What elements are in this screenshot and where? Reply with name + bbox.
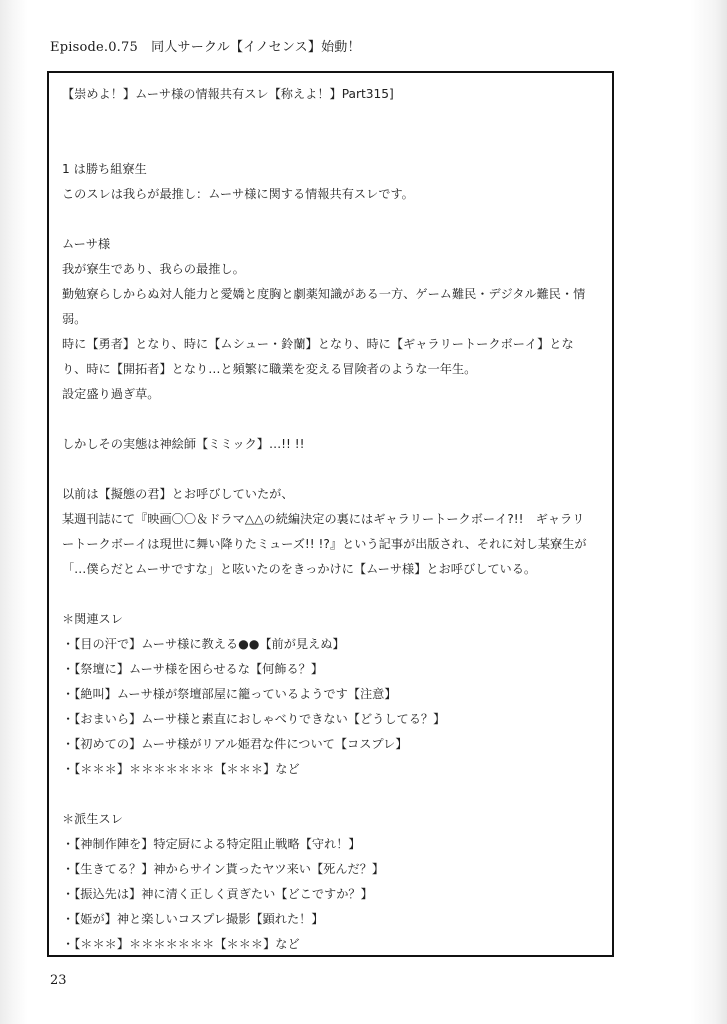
blank-line	[62, 457, 602, 482]
text-line: ・【おまいら】ムーサ様と素直におしゃべりできない【どうしてる？】	[62, 712, 446, 726]
text-line: 「…僕らだとムーサですな」と呟いたのをきっかけに【ムーサ様】とお呼びしている。	[62, 562, 537, 576]
text-line: 1 は勝ち組寮生	[62, 162, 147, 176]
text-line: 設定盛り過ぎ草。	[62, 387, 160, 401]
text-line: ・【神制作陣を】特定厨による特定阻止戦略【守れ！】	[62, 837, 361, 851]
blank-line	[62, 207, 602, 232]
text-line: このスレは我らが最推し：ムーサ様に関する情報共有スレです。	[62, 187, 414, 201]
text-line: ・【目の汗で】ムーサ様に教える●●【前が見えぬ】	[62, 637, 345, 651]
text-line: ートークボーイは現世に舞い降りたミューズ!! !?』という記事が出版され、それに対し某寮生が	[62, 537, 587, 551]
blank-line	[62, 407, 602, 432]
text-line: 我が寮生であり、我らの最推し。	[62, 262, 245, 276]
text-line: ＊関連スレ	[62, 612, 123, 626]
text-line: 【崇めよ！】ムーサ様の情報共有スレ【称えよ！】Part315]	[62, 87, 394, 101]
blank-line	[62, 132, 602, 157]
text-line: ムーサ様	[62, 237, 111, 251]
text-line: ・【初めての】ムーサ様がリアル姫君な件について【コスプレ】	[62, 737, 408, 751]
text-line: しかしその実態は神絵師【ミミック】…!! !!	[62, 437, 305, 451]
text-line: ＊派生スレ	[62, 812, 123, 826]
text-line: ・【絶叫】ムーサ様が祭壇部屋に籠っているようです【注意】	[62, 687, 397, 701]
text-line: 以前は【擬態の君】とお呼びしていたが、	[62, 487, 294, 501]
content-lines	[62, 82, 602, 957]
text-line: ・【＊＊＊】＊＊＊＊＊＊＊【＊＊＊】など	[62, 762, 300, 776]
blank-line	[62, 582, 602, 607]
content-box	[47, 71, 614, 957]
text-line: り、時に【開拓者】となり…と頻繁に職業を変える冒険者のような一年生。	[62, 362, 477, 376]
text-line: ・【＊＊＊】＊＊＊＊＊＊＊【＊＊＊】など	[62, 937, 300, 951]
page-number: 23	[50, 973, 67, 988]
text-line: ・【姫が】神と楽しいコスプレ撮影【顕れた！】	[62, 912, 324, 926]
text-line: 弱。	[62, 312, 87, 326]
blank-line	[62, 782, 602, 807]
text-line: 勤勉寮らしからぬ対人能力と愛嬌と度胸と劇薬知識がある一方、ゲーム難民・デジタル難民・情	[62, 287, 586, 301]
text-line: ・【祭壇に】ムーサ様を困らせるな【何飾る？】	[62, 662, 324, 676]
text-line: 時に【勇者】となり、時に【ムシュー・鈴蘭】となり、時に【ギャラリートークボーイ】とな	[62, 337, 574, 351]
blank-line	[62, 107, 602, 132]
text-line: 某週刊誌にて『映画〇〇＆ドラマ△△の続編決定の裏にはギャラリートークボーイ?!! ギャラリ	[62, 512, 585, 526]
text-line: ・【振込先は】神に清く正しく貢ぎたい【どこですか？】	[62, 887, 373, 901]
text-line: ・【生きてる？】神からサイン貰ったヤツ来い【死んだ？】	[62, 862, 385, 876]
page-header: Episode.0.75 同人サークル【イノセンス】始動！	[50, 40, 361, 55]
